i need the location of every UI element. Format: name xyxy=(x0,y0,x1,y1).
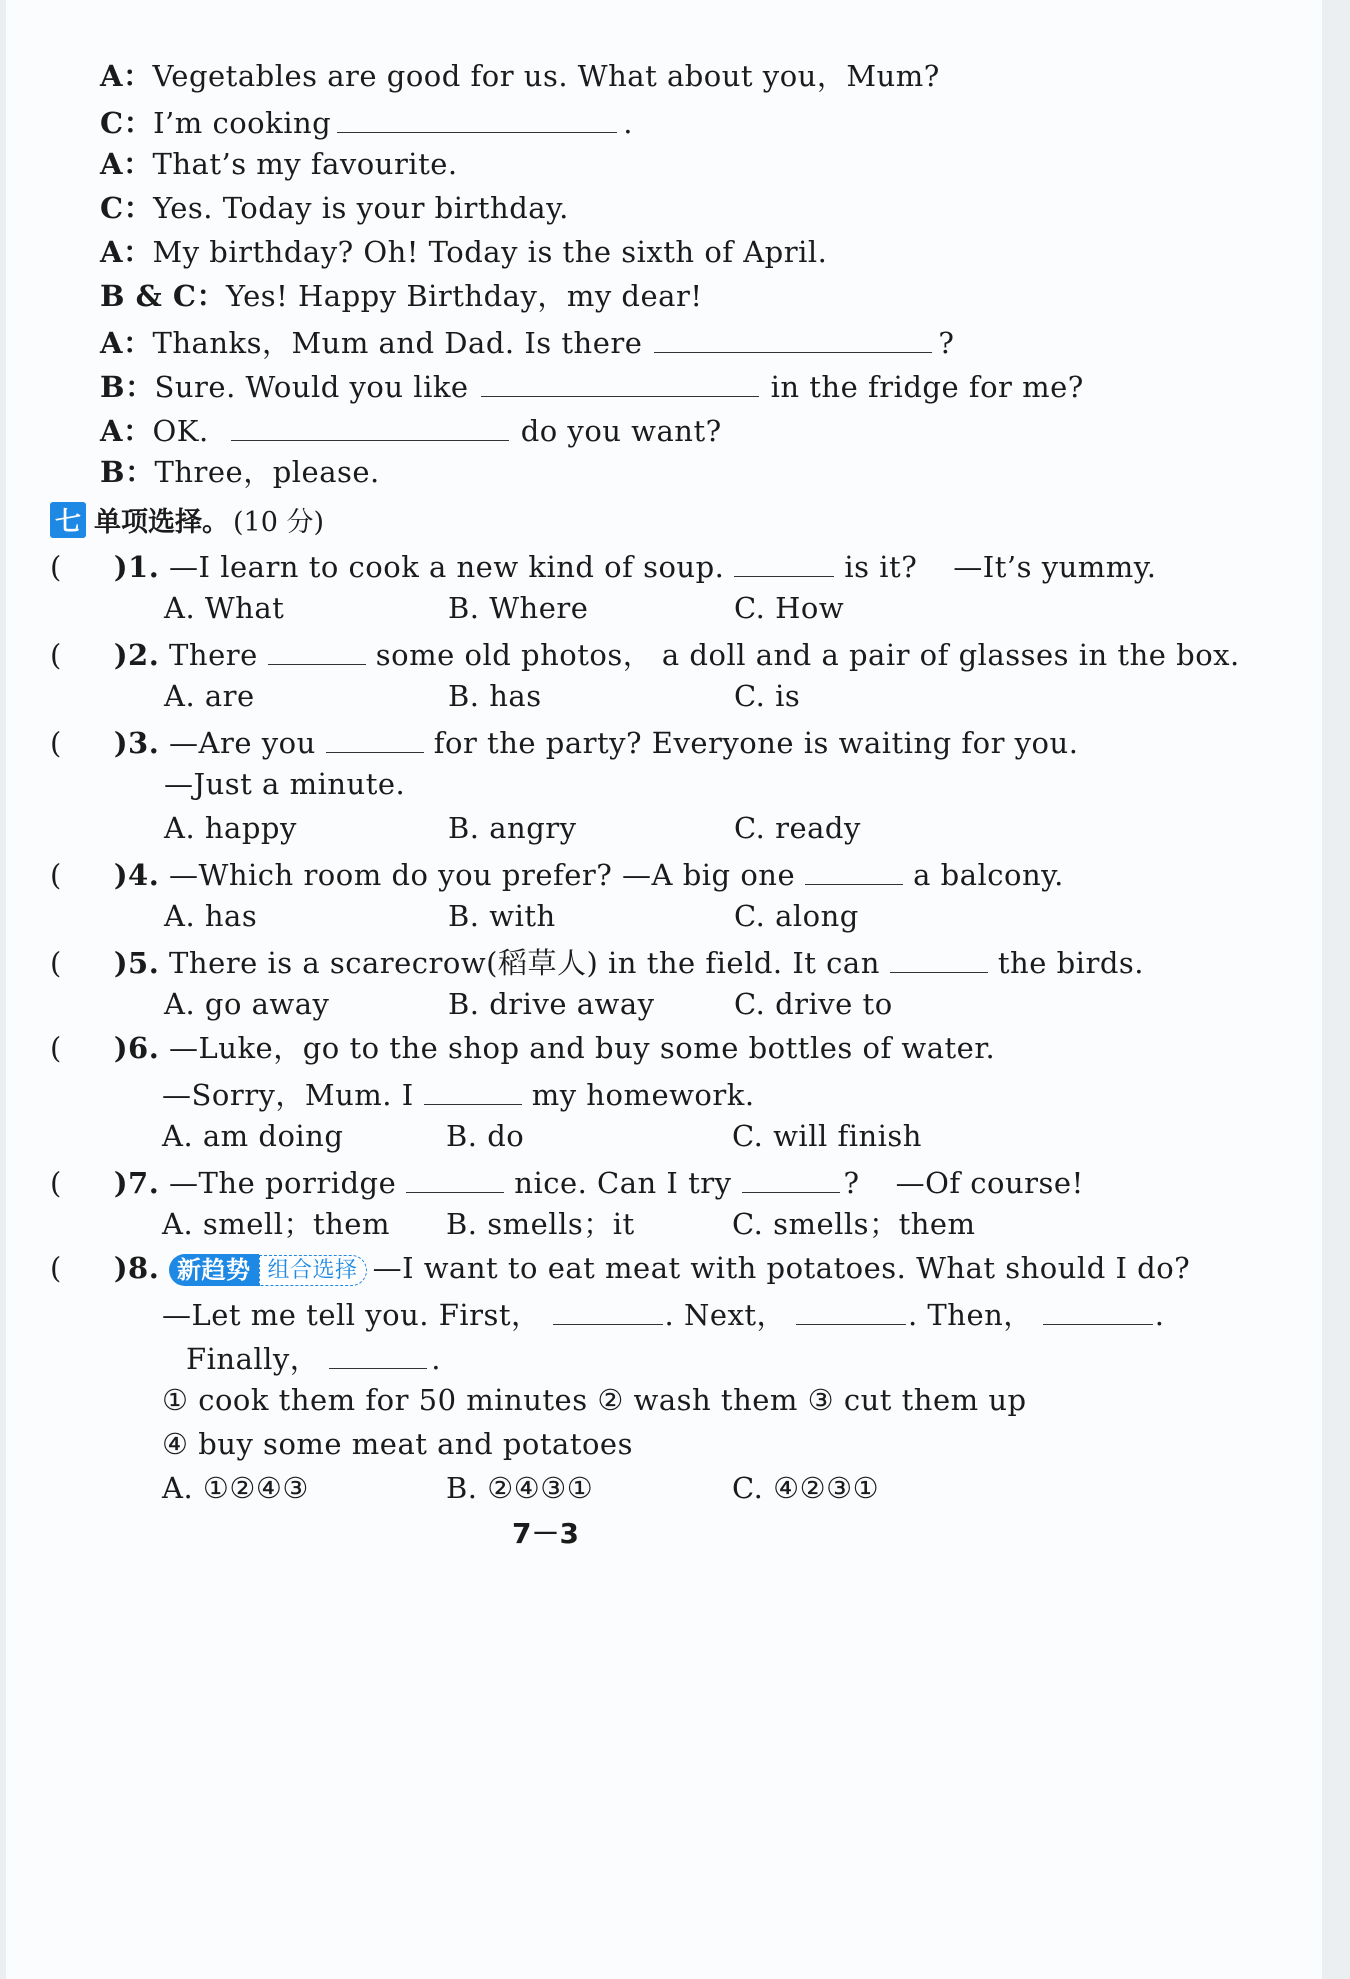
question-text: —I want to eat meat with potatoes. What should I do? xyxy=(372,1251,1191,1285)
question-text: my homework. xyxy=(531,1078,755,1112)
answer-blank[interactable] xyxy=(337,102,617,133)
q8-option-b[interactable]: B. ②④③① xyxy=(446,1471,594,1505)
question-text: Finally， xyxy=(186,1342,320,1376)
answer-paren[interactable]: ( xyxy=(50,638,62,672)
dialogue-line-6 xyxy=(100,278,702,314)
q2-option-b[interactable]: B. has xyxy=(448,679,542,713)
question-text: . xyxy=(431,1342,442,1376)
question-number: )5. xyxy=(113,946,160,980)
q8-option-c[interactable]: C. ④②③① xyxy=(732,1471,880,1505)
dialogue-line-7 xyxy=(100,322,954,361)
dialogue-line-1 xyxy=(100,58,940,94)
q6-option-b[interactable]: B. do xyxy=(446,1119,525,1153)
q5-option-a[interactable]: A. go away xyxy=(164,987,330,1021)
answer-paren[interactable]: ( xyxy=(50,946,62,980)
question-text: some old photos， a doll and a pair of glasses in the box. xyxy=(375,638,1240,672)
answer-blank[interactable] xyxy=(406,1162,504,1193)
dialogue-line-5 xyxy=(100,234,827,270)
q2-option-a[interactable]: A. are xyxy=(164,679,255,713)
dialogue-line-4 xyxy=(100,190,569,226)
q6-option-a[interactable]: A. am doing xyxy=(162,1119,344,1153)
line-text: OK. xyxy=(152,414,209,448)
q7-option-c[interactable]: C. smells；them xyxy=(732,1207,976,1241)
line-text: Vegetables are good for us. What about you，Mum? xyxy=(152,59,940,93)
speaker: A： xyxy=(100,414,153,448)
q1-option-c[interactable]: C. How xyxy=(734,591,845,625)
tag-label: 新趋势 xyxy=(169,1254,259,1286)
section-header xyxy=(50,500,324,539)
question-text: —The porridge xyxy=(169,1166,397,1200)
answer-blank[interactable] xyxy=(734,546,834,577)
dialogue-line-9 xyxy=(100,410,722,449)
q4-option-a[interactable]: A. has xyxy=(164,899,258,933)
speaker: C： xyxy=(100,191,154,225)
question-1 xyxy=(50,546,1157,585)
q4-option-b[interactable]: B. with xyxy=(448,899,556,933)
answer-blank[interactable] xyxy=(481,366,759,397)
question-text: —Are you xyxy=(169,726,316,760)
q1-option-a[interactable]: A. What xyxy=(164,591,285,625)
speaker: A： xyxy=(100,235,153,269)
answer-blank[interactable] xyxy=(805,854,903,885)
question-text: —Luke，go to the shop and buy some bottles of water. xyxy=(169,1031,996,1065)
question-text: . xyxy=(1154,1298,1165,1332)
section-title: 单项选择。 xyxy=(94,507,229,538)
speaker: B： xyxy=(100,455,155,489)
speaker: A： xyxy=(100,147,153,181)
line-text: ? xyxy=(938,326,955,360)
q8-option-a[interactable]: A. ①②④③ xyxy=(162,1471,309,1505)
speaker: B & C： xyxy=(100,279,226,313)
question-text: —It’s yummy. xyxy=(953,550,1157,584)
dialogue-line-8 xyxy=(100,366,1084,405)
answer-paren[interactable]: ( xyxy=(50,1166,62,1200)
answer-paren[interactable]: ( xyxy=(50,858,62,892)
answer-paren[interactable]: ( xyxy=(50,1031,62,1065)
question-text: —Which room do you prefer? —A big one xyxy=(169,858,796,892)
line-text: My birthday? Oh! Today is the sixth of April. xyxy=(152,235,828,269)
line-text: Thanks，Mum and Dad. Is there xyxy=(152,326,643,360)
q8-finally xyxy=(186,1338,441,1377)
answer-blank[interactable] xyxy=(742,1162,840,1193)
line-text: Sure. Would you like xyxy=(154,370,469,404)
question-4 xyxy=(50,854,1064,893)
q3-reply: —Just a minute. xyxy=(164,767,406,801)
dialogue-line-3 xyxy=(100,146,458,182)
question-text: There xyxy=(169,638,258,672)
answer-paren[interactable]: ( xyxy=(50,1251,62,1285)
answer-blank[interactable] xyxy=(231,410,509,441)
q8-reply xyxy=(162,1294,1165,1333)
answer-blank[interactable] xyxy=(890,942,988,973)
tag-label: 组合选择 xyxy=(259,1255,367,1286)
question-number: )3. xyxy=(113,726,160,760)
dialogue-line-2 xyxy=(100,102,633,141)
worksheet-page xyxy=(6,0,1322,1979)
page-number: 7－3 xyxy=(512,1517,579,1550)
answer-paren[interactable]: ( xyxy=(50,726,62,760)
answer-blank[interactable] xyxy=(553,1294,663,1325)
line-text: do you want? xyxy=(520,414,722,448)
q6-reply xyxy=(162,1074,755,1113)
question-text: is it? xyxy=(844,550,918,584)
question-number: )8. xyxy=(113,1251,160,1285)
question-text: a balcony. xyxy=(913,858,1064,892)
speaker: A： xyxy=(100,59,153,93)
section-score: (10 分) xyxy=(233,507,325,538)
answer-blank[interactable] xyxy=(424,1074,522,1105)
question-text: —I learn to cook a new kind of soup. xyxy=(169,550,725,584)
question-number: )1. xyxy=(113,550,160,584)
q5-option-c[interactable]: C. drive to xyxy=(734,987,893,1021)
question-6 xyxy=(50,1030,995,1066)
line-text: Three，please. xyxy=(154,455,380,489)
question-text: . Then， xyxy=(908,1298,1033,1332)
speaker: B： xyxy=(100,370,155,404)
question-text: . Next， xyxy=(664,1298,786,1332)
answer-blank[interactable] xyxy=(268,634,366,665)
speaker: A： xyxy=(100,326,153,360)
section-number-badge: 七 xyxy=(50,502,86,538)
line-text: That’s my favourite. xyxy=(152,147,458,181)
question-7 xyxy=(50,1162,1084,1201)
line-text: Yes! Happy Birthday，my dear! xyxy=(225,279,703,313)
question-text: —Let me tell you. First， xyxy=(162,1298,541,1332)
question-number: )2. xyxy=(113,638,160,672)
q3-option-b[interactable]: B. angry xyxy=(448,811,577,845)
question-8 xyxy=(50,1250,1190,1286)
new-trend-tag xyxy=(169,1254,367,1286)
speaker: C： xyxy=(100,106,154,140)
question-text: ? xyxy=(843,1166,860,1200)
dialogue-line-10 xyxy=(100,454,380,490)
q3-option-c[interactable]: C. ready xyxy=(734,811,861,845)
line-text: . xyxy=(623,106,633,140)
question-number: )6. xyxy=(113,1031,160,1065)
question-text: for the party? Everyone is waiting for you. xyxy=(433,726,1079,760)
q7-option-b[interactable]: B. smells；it xyxy=(446,1207,635,1241)
question-number: )4. xyxy=(113,858,160,892)
question-text: —Of course! xyxy=(895,1166,1084,1200)
line-text: in the fridge for me? xyxy=(770,370,1084,404)
question-text: —Sorry，Mum. I xyxy=(162,1078,414,1112)
question-number: )7. xyxy=(113,1166,160,1200)
question-text: There is a scarecrow(稻草人) in the field. It can xyxy=(169,946,880,980)
answer-blank[interactable] xyxy=(326,722,424,753)
line-text: Yes. Today is your birthday. xyxy=(153,191,569,225)
answer-blank[interactable] xyxy=(1043,1294,1153,1325)
question-3 xyxy=(50,722,1078,761)
q6-option-c[interactable]: C. will finish xyxy=(732,1119,922,1153)
answer-blank[interactable] xyxy=(796,1294,906,1325)
q8-steps-line-2: ④ buy some meat and potatoes xyxy=(162,1427,633,1461)
answer-blank[interactable] xyxy=(654,322,932,353)
line-text: I’m cooking xyxy=(153,106,332,140)
question-text: nice. Can I try xyxy=(514,1166,732,1200)
q5-option-b[interactable]: B. drive away xyxy=(448,987,655,1021)
q2-option-c[interactable]: C. is xyxy=(734,679,801,713)
q8-steps-line-1: ① cook them for 50 minutes ② wash them ③ cut them up xyxy=(162,1383,1027,1417)
question-5 xyxy=(50,942,1144,981)
q7-option-a[interactable]: A. smell；them xyxy=(162,1207,390,1241)
q1-option-b[interactable]: B. Where xyxy=(448,591,589,625)
answer-blank[interactable] xyxy=(329,1338,427,1369)
q3-option-a[interactable]: A. happy xyxy=(164,811,297,845)
question-2 xyxy=(50,634,1240,673)
question-text: the birds. xyxy=(997,946,1144,980)
q4-option-c[interactable]: C. along xyxy=(734,899,859,933)
answer-paren[interactable]: ( xyxy=(50,550,62,584)
